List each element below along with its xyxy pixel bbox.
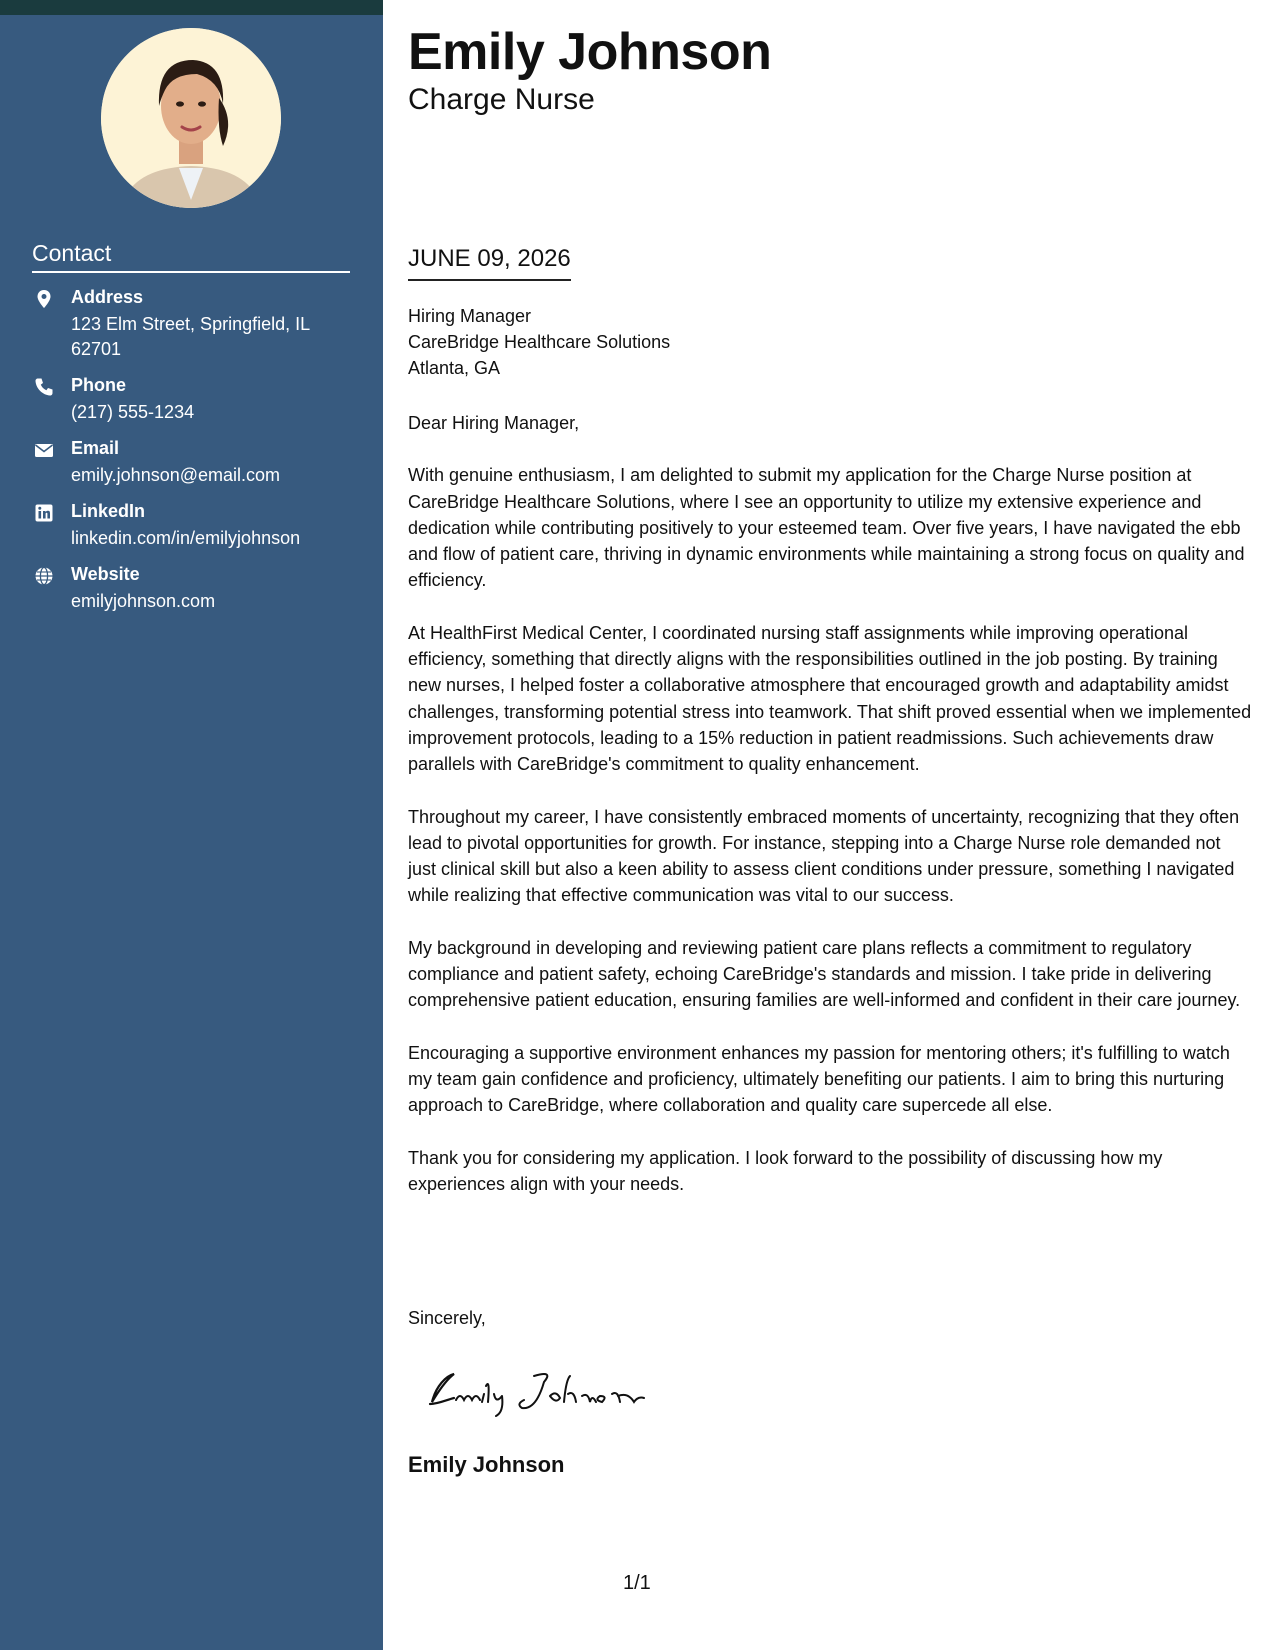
linkedin-value[interactable]: linkedin.com/in/emilyjohnson bbox=[71, 528, 301, 548]
envelope-icon bbox=[34, 440, 54, 460]
portrait-illustration bbox=[101, 28, 281, 208]
sidebar bbox=[0, 0, 383, 1650]
letter-date: JUNE 09, 2026 bbox=[408, 245, 571, 281]
applicant-title: Charge Nurse bbox=[408, 83, 595, 116]
signoff: Sincerely, bbox=[408, 1308, 486, 1328]
map-pin-icon bbox=[34, 289, 54, 309]
body-paragraph: Throughout my career, I have consistently embraced moments of uncertainty, recognizing that they often lead to pivotal opportunities for growth. For instance, stepping into a Charge Nurse role demanded not just clinical skill but also a keen ability to assess client conditions under pressure, something I navigated while realizing that effective communication was vital to our success. bbox=[408, 806, 1240, 906]
body-paragraph: My background in developing and reviewing patient care plans reflects a commitment to regulatory compliance and patient safety, echoing CareBridge's standards and mission. I take pride in delivering comprehensive patient education, ensuring families are well-informed and confident in their care journey. bbox=[408, 937, 1241, 1011]
email-value[interactable]: emily.johnson@email.com bbox=[71, 465, 281, 485]
page-number: 1/1 bbox=[623, 1572, 651, 1594]
address-label: Address bbox=[71, 287, 144, 307]
phone-icon bbox=[34, 377, 54, 397]
body-paragraph: With genuine enthusiasm, I am delighted to submit my application for the Charge Nurse position at CareBridge Healthcare Solutions, where I see an opportunity to utilize my extensive experience and dedication while contributing positively to your esteemed team. Over five years, I have navigated the ebb and flow of patient care, thriving in dynamic environments while maintaining a strong focus on quality and efficiency. bbox=[408, 465, 1245, 591]
letter-body bbox=[408, 410, 1253, 1223]
linkedin-icon bbox=[34, 503, 54, 523]
signed-name: Emily Johnson bbox=[408, 1452, 565, 1477]
greeting: Dear Hiring Manager, bbox=[408, 413, 580, 433]
website-value[interactable]: emilyjohnson.com bbox=[71, 591, 216, 611]
website-label: Website bbox=[71, 564, 140, 584]
recipient-block bbox=[408, 303, 670, 381]
handwritten-signature bbox=[424, 1362, 664, 1422]
linkedin-label: LinkedIn bbox=[71, 501, 146, 521]
recipient-line: CareBridge Healthcare Solutions bbox=[408, 332, 671, 352]
profile-photo bbox=[101, 28, 281, 208]
email-label: Email bbox=[71, 438, 120, 458]
contact-heading: Contact bbox=[32, 240, 350, 273]
recipient-line: Hiring Manager bbox=[408, 306, 532, 326]
recipient-line: Atlanta, GA bbox=[408, 358, 501, 378]
body-paragraph: Encouraging a supportive environment enhances my passion for mentoring others; it's fulfilling to watch my team gain confidence and proficiency, ultimately benefiting our patients. I aim to bring this nurturing approach to CareBridge, where collaboration and quality care supercede all else. bbox=[408, 1042, 1230, 1116]
top-strip bbox=[0, 0, 383, 15]
phone-value: (217) 555-1234 bbox=[71, 402, 195, 422]
globe-icon bbox=[34, 566, 54, 586]
applicant-name: Emily Johnson bbox=[408, 23, 772, 81]
body-paragraph: Thank you for considering my application. I look forward to the possibility of discussing how my experiences align with your needs. bbox=[408, 1147, 1163, 1194]
phone-label: Phone bbox=[71, 375, 127, 395]
body-paragraph: At HealthFirst Medical Center, I coordinated nursing staff assignments while improving operational efficiency, something that directly aligns with the responsibilities outlined in the job posting. By training new nurses, I helped foster a collaborative atmosphere that encouraged growth and adaptability amidst challenges, transforming potential stress into teamwork. That shift proved essential when we implemented improvement protocols, leading to a 15% reduction in patient readmissions. Such achievements draw parallels with CareBridge's commitment to quality enhancement. bbox=[408, 622, 1252, 775]
address-value: 123 Elm Street, Springfield, IL 62701 bbox=[71, 314, 310, 359]
